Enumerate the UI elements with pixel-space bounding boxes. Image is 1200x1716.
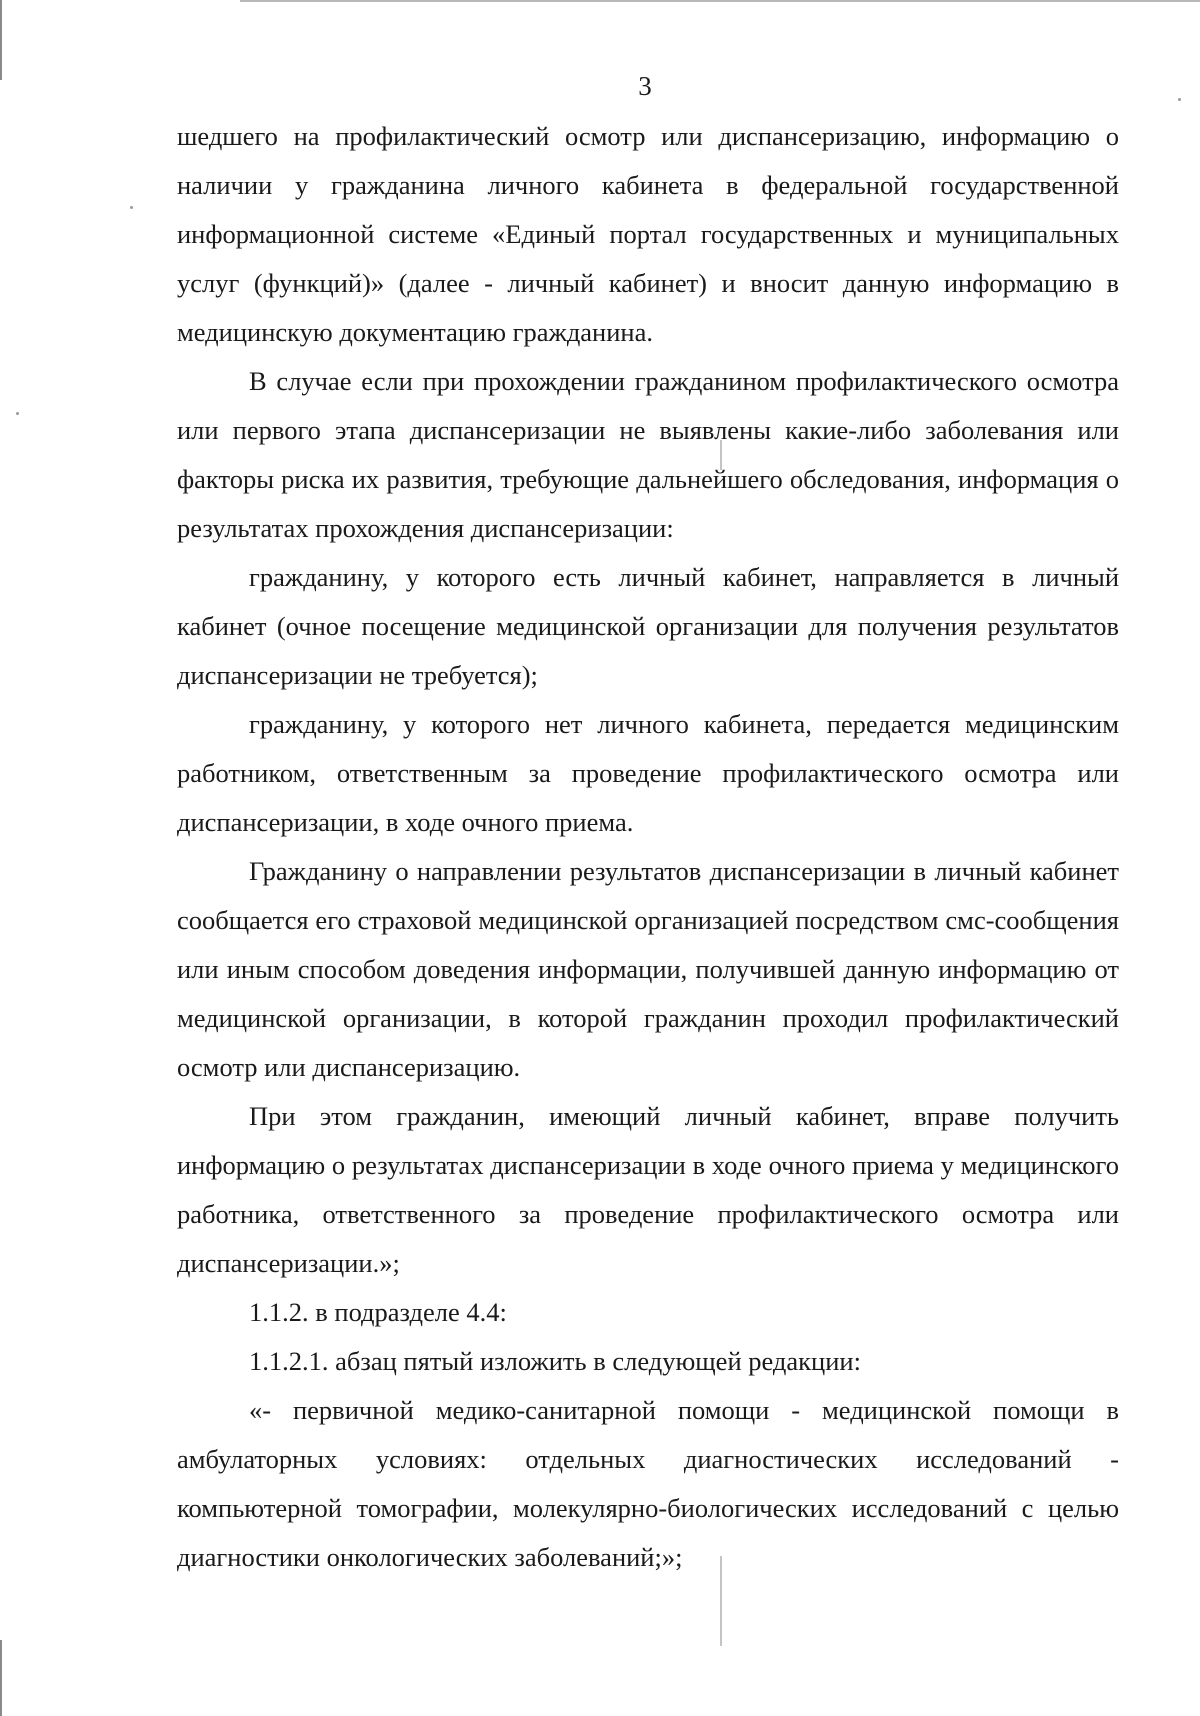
page-number: 3 [638, 71, 652, 101]
document-body [177, 112, 1119, 1582]
paragraph-in-person-results: При этом гражданин, имеющий личный кабинет, вправе получить информацию о результатах диспансеризации в ходе очного приема у медицинского работника, ответственного за проведение профилактического осмотра или диспансеризации.»; [177, 1101, 1119, 1278]
clause-1-1-2-1: 1.1.2.1. абзац пятый изложить в следующей редакции: [249, 1346, 861, 1376]
paragraph-with-personal-account: гражданину, у которого есть личный кабинет, направляется в личный кабинет (очное посещение медицинской организации для получения результатов диспансеризации не требуется); [177, 562, 1119, 690]
paragraph-no-findings-case: В случае если при прохождении гражданином профилактического осмотра или первого этапа диспансеризации не выявлены какие-либо заболевания или факторы риска их развития, требующие дальнейшего обследования, информация о результатах прохождения диспансеризации: [177, 366, 1119, 543]
scan-speck [16, 412, 19, 415]
paragraph-without-personal-account: гражданину, у которого нет личного кабинета, передается медицинским работником, ответственным за проведение профилактического осмотра или диспансеризации, в ходе очного приема. [177, 709, 1119, 837]
scan-top-edge [240, 0, 1200, 2]
scan-left-edge-lower [0, 1640, 2, 1716]
quoted-amended-paragraph: «- первичной медико-санитарной помощи - медицинской помощи в амбулаторных условиях: отдельных диагностических исследований - компьютерной томографии, молекулярно-биологических исследований с целью диагностики онкологических заболеваний;»; [177, 1395, 1119, 1572]
scan-speck [130, 206, 133, 209]
paragraph-continued-text: шедшего на профилактический осмотр или диспансеризацию, информацию о наличии у гражданина личного кабинета в федеральной государственной информационной системе «Единый портал государственных и муниципальных услуг (функций)» (далее - личный кабинет) и вносит данную информацию в медицинскую документацию гражданина. [177, 121, 1119, 347]
paragraph-insurer-notification: Гражданину о направлении результатов диспансеризации в личный кабинет сообщается его страховой медицинской организацией посредством смс-сообщения или иным способом доведения информации, получившей данную информацию от медицинской организации, в которой гражданин проходил профилактический осмотр или диспансеризацию. [177, 856, 1119, 1082]
clause-1-1-2: 1.1.2. в подразделе 4.4: [249, 1297, 507, 1327]
